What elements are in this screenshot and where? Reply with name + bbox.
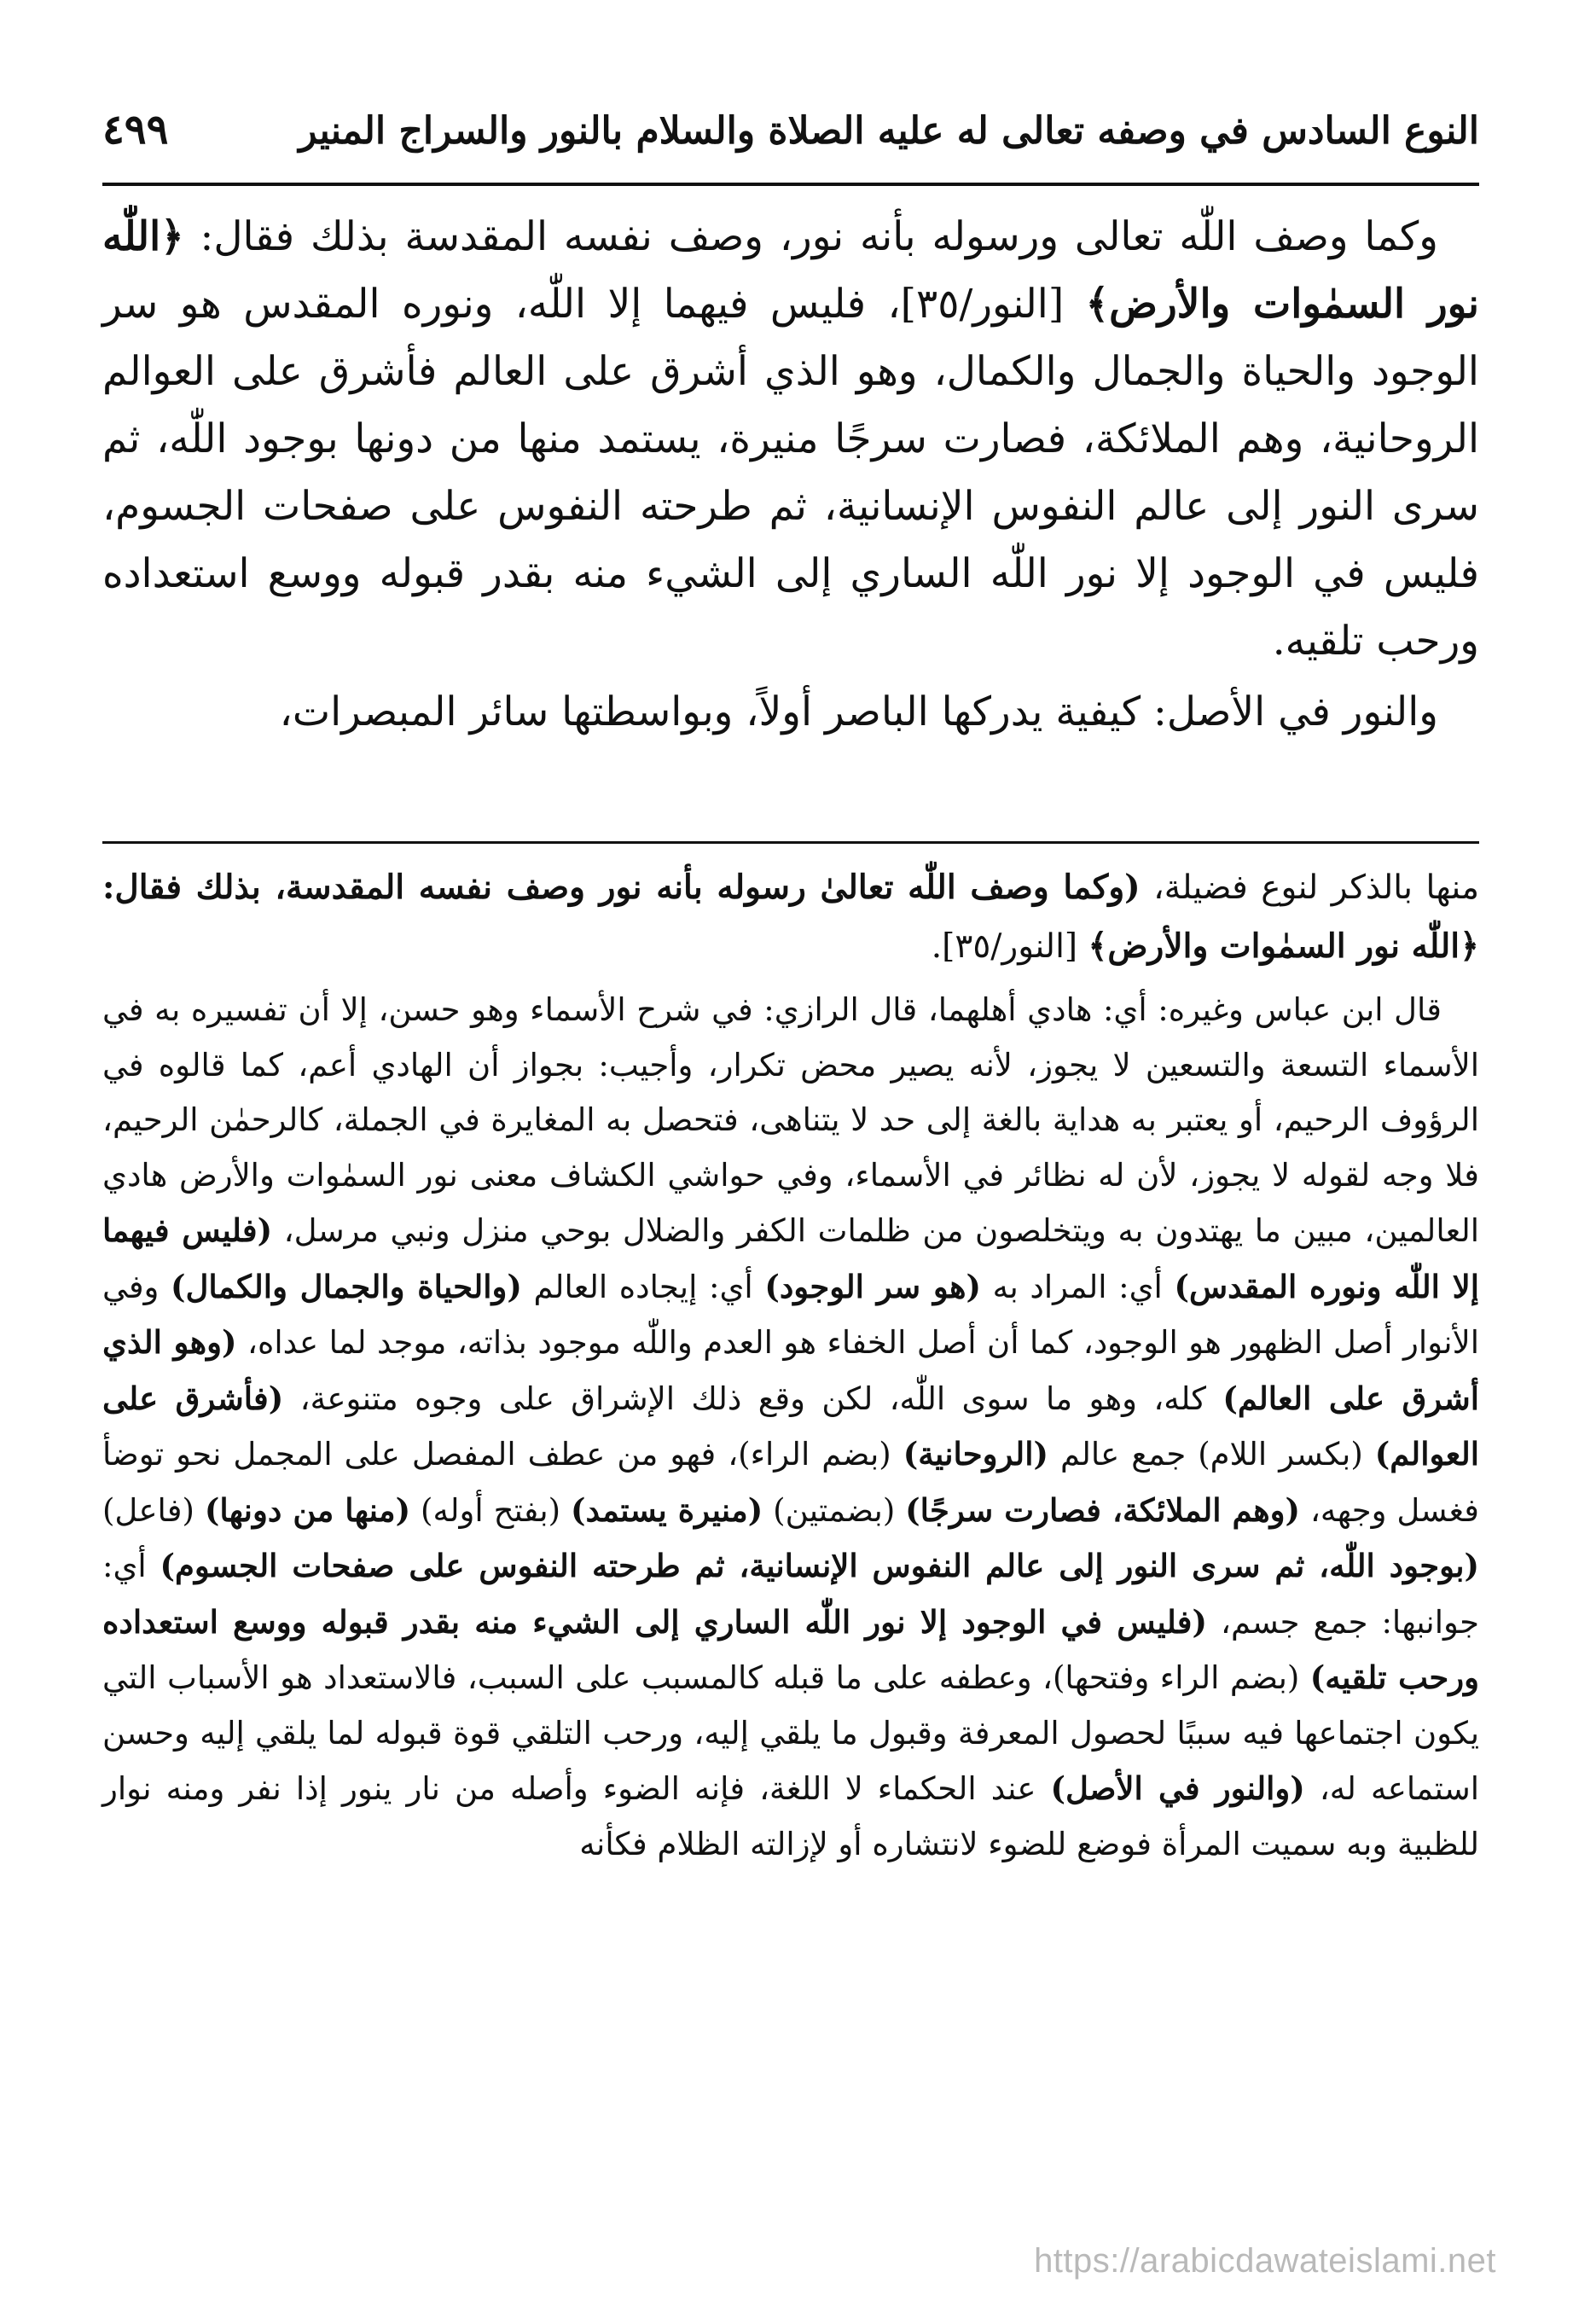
commentary-span: عند الحكماء لا اللغة، فإنه الضوء وأصله من نار ينور إذا نفر ومنه نوار للظبية وبه سميت المرأة فوضع للضوء لانتشاره أو لإزالته الظلام فكأنه: [102, 1770, 1479, 1862]
commentary-divider: [102, 841, 1479, 844]
commentary-span: (بكسر اللام) جمع عالم: [1048, 1436, 1375, 1473]
commentary-lead: [102, 858, 1479, 976]
commentary-span: [النور/٣٥].: [931, 927, 1088, 966]
commentary-span: (بضم الراء وفتحها)، وعطفه على ما قبله كالمسبب على السبب، فالاستعداد هو الأسباب التي يكون اجتماعها فيه سببًا لحصول المعرفة وقبول ما يلقي إليه، ورحب التلقي قوة قبوله لما يلقي إليه وحسن استماعه له،: [102, 1659, 1479, 1807]
main-text: [102, 203, 1479, 746]
commentary-span: (بضم الراء)، فهو من عطف المفصل على المجمل نحو توضأ فغسل وجهه،: [102, 1436, 1479, 1529]
commentary-span: (بفتح أوله): [410, 1491, 571, 1529]
quran-quote: ﴿اللّٰه نور السمٰوات والأرض﴾: [102, 213, 1480, 328]
running-header: [102, 101, 1479, 177]
commentary-bold-span: (فأشرق على العوالم): [102, 1379, 1479, 1473]
commentary-bold-span: (وهم الملائكة، فصارت سرجًا): [905, 1490, 1301, 1529]
header-divider: [102, 183, 1479, 186]
commentary-bold-span: (وكما وصف اللّٰه تعالىٰ رسوله بأنه نور وصف نفسه المقدسة، بذلك فقال: ﴿اللّٰه نور السمٰوات والأرض﴾: [102, 868, 1479, 966]
main-paragraph-1: [102, 203, 1479, 675]
commentary-bold-span: (فليس فيهما إلا اللّٰه ونوره المقدس): [102, 1211, 1480, 1305]
commentary-bold-span: (هو سر الوجود): [764, 1267, 981, 1305]
commentary-span: منها بالذكر لنوع فضيلة،: [1140, 869, 1479, 907]
commentary-bold-span: (الروحانية): [903, 1435, 1048, 1473]
commentary-span: كله، وهو ما سوى اللّٰه، لكن وقع ذلك الإشراق على وجوه متنوعة،: [283, 1380, 1223, 1417]
commentary-span: (فاعل): [102, 1491, 205, 1529]
main-paragraph-2: والنور في الأصل: كيفية يدركها الباصر أولاً، وبواسطتها سائر المبصرات،: [279, 688, 1438, 735]
commentary-bold-span: (والحياة والجمال والكمال): [171, 1267, 522, 1305]
commentary-span: قال ابن عباس وغيره: أي: هادي أهلهما، قال الرازي: في شرح الأسماء وهو حسن، إلا أن تفسيره به في الأسماء التسعة والتسعين لا يجوز، لأنه يصير محض تكرار، وأجيب: بجواز أن الهادي أعم، كما قالوه في الرؤوف الرحيم، أو يعتبر به هداية بالغة إلى حد لا يتناهى، فتحصل به المغايرة في الجملة، كالرحمٰن الرحيم، فلا وجه لقوله لا يجوز، لأن له نظائر في الأسماء، وفي حواشي الكشاف معنى نور السمٰوات والأرض هادي العالمين، مبين ما يهتدون به ويتخلصون من ظلمات الكفر والضلال بوحي منزل ونبي مرسل،: [102, 991, 1479, 1249]
commentary-section: [102, 858, 1479, 1872]
commentary-span: أي: المراد به: [981, 1268, 1175, 1305]
commentary-bold-span: (فليس في الوجود إلا نور اللّٰه الساري إلى الشيء منه بقدر قبوله ووسع استعداده ورحب تلقيه): [102, 1602, 1480, 1696]
commentary-bold-span: (بوجود اللّٰه، ثم سرى النور إلى عالم النفوس الإنسانية، ثم طرحته النفوس على صفحات الجسوم): [160, 1547, 1480, 1584]
commentary-bold-span: (والنور في الأصل): [1050, 1769, 1305, 1807]
commentary-body: [102, 983, 1479, 1872]
commentary-bold-span: (منها من دونها): [204, 1490, 411, 1529]
commentary-bold-span: (وهو الذي أشرق على العالم): [102, 1323, 1479, 1417]
main-text-span: وكما وصف اللّٰه تعالى ورسوله بأنه نور، وصف نفسه المقدسة بذلك فقال:: [183, 213, 1438, 260]
commentary-span: أي: إيجاده العالم: [521, 1268, 765, 1305]
commentary-span: أي: جوانبها: جمع جسم،: [102, 1548, 1479, 1641]
watermark-url: https://arabicdawateislami.net: [1034, 2242, 1496, 2280]
commentary-span: (بضمتين): [763, 1491, 906, 1529]
header-title: النوع السادس في وصفه تعالى له عليه الصلاة والسلام بالنور والسراج المنير: [299, 109, 1479, 153]
page-number: ٤٩٩: [102, 106, 169, 154]
main-text-span: [النور/٣٥]، فليس فيهما إلا اللّٰه، ونوره المقدس هو سر الوجود والحياة والجمال والكمال، وهو الذي أشرق على العالم فأشرق على العوالم الروحانية، وهم الملائكة، فصارت سرجًا منيرة، يستمد منها من دونها بوجود اللّٰه، ثم سرى النور إلى عالم النفوس الإنسانية، ثم طرحته النفوس على صفحات الجسوم، فليس في الوجود إلا نور اللّٰه الساري إلى الشيء منه بقدر قبوله ووسع استعداده ورحب تلقيه.: [102, 281, 1479, 665]
commentary-span: وفي الأنوار أصل الظهور هو الوجود، كما أن أصل الخفاء هو العدم واللّٰه موجود بذاته، موجد لما عداه،: [102, 1268, 1479, 1361]
commentary-bold-span: (منيرة يستمد): [570, 1490, 763, 1529]
